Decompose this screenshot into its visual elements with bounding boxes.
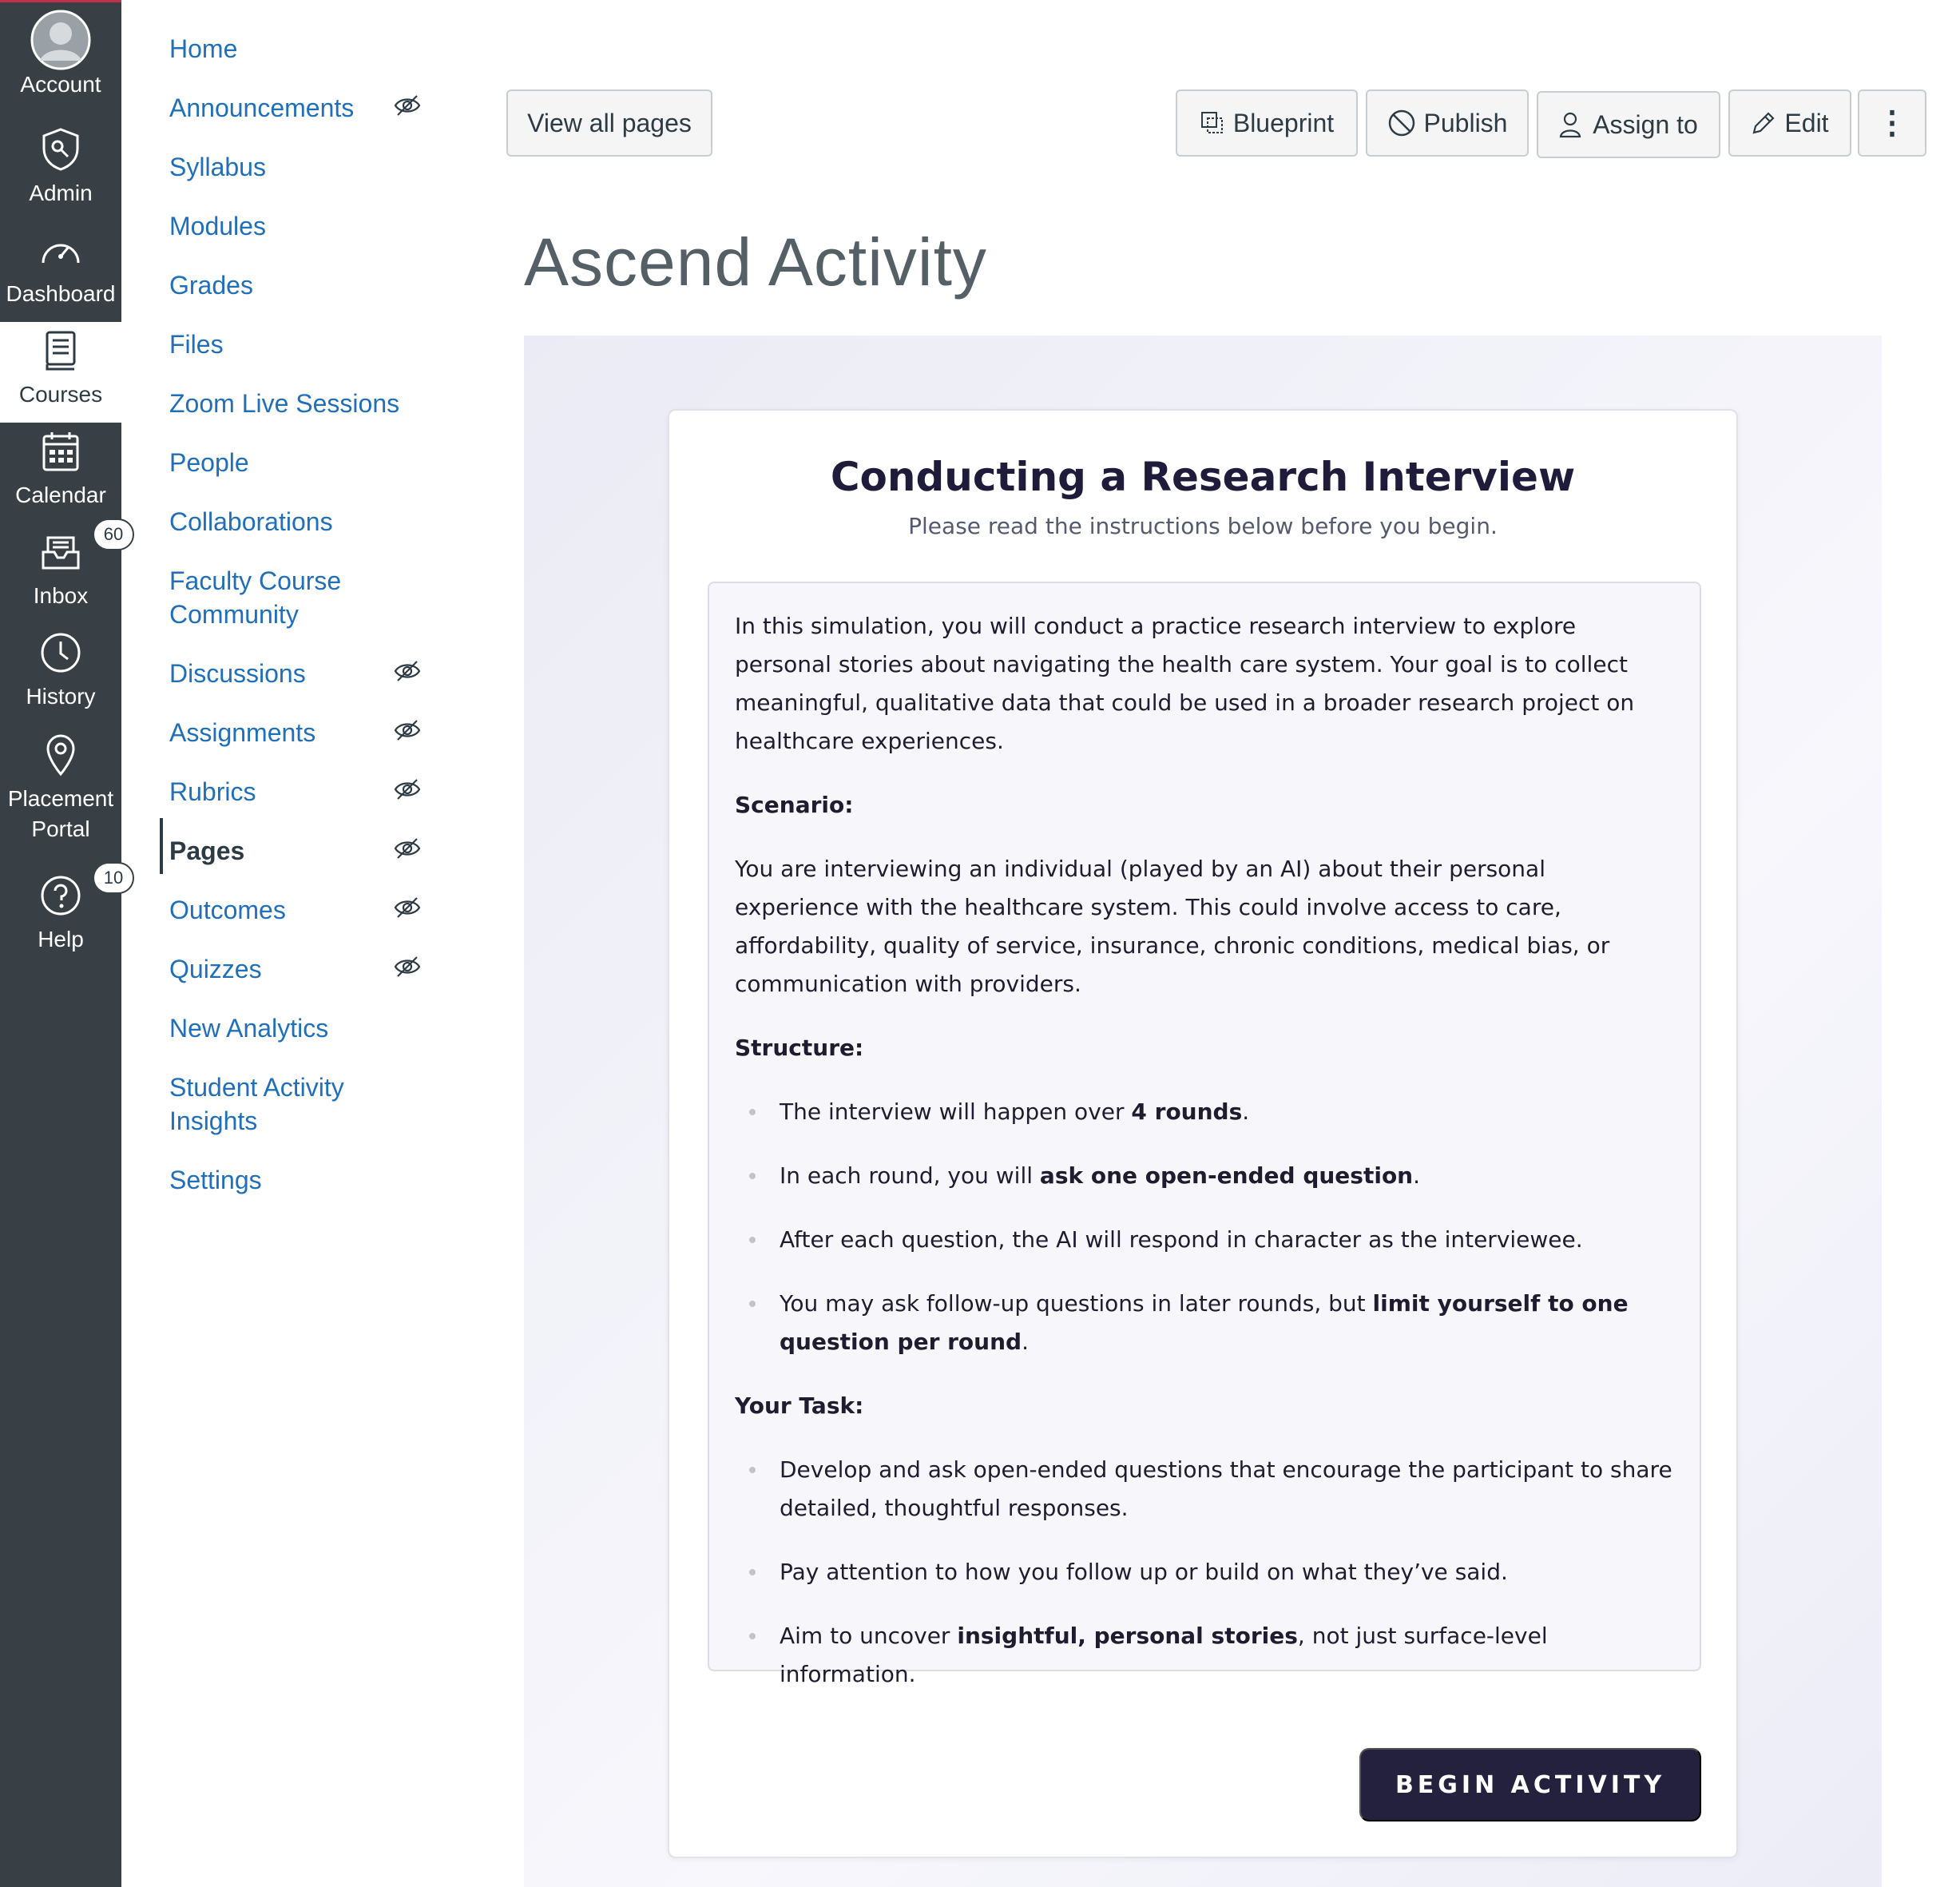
global-nav-label: Calendar — [15, 483, 106, 507]
global-nav-label: Account — [20, 72, 101, 97]
global-nav-label: Dashboard — [6, 281, 116, 306]
blueprint-label: Blueprint — [1232, 108, 1335, 137]
global-nav-help[interactable] — [0, 867, 124, 967]
course-nav-rubrics[interactable]: Rubrics — [169, 777, 256, 806]
global-nav-label: Courses — [18, 382, 103, 407]
list-item: Aim to uncover insightful, personal stories, not just surface-level information. — [735, 1617, 1674, 1694]
structure-heading: Structure: — [735, 1035, 864, 1061]
publish-button[interactable] — [1366, 89, 1529, 157]
calendar-icon — [41, 423, 81, 480]
task-list — [735, 1451, 1674, 1694]
structure-list — [735, 1093, 1674, 1361]
more-options-button[interactable] — [1858, 89, 1926, 157]
global-nav-label: Help — [38, 927, 84, 951]
view-all-pages-button[interactable] — [506, 89, 712, 157]
hidden-eye-icon — [393, 775, 422, 804]
list-item: After each question, the AI will respond in character as the interviewee. — [735, 1221, 1674, 1259]
task-heading: Your Task: — [735, 1392, 864, 1419]
hidden-eye-icon — [393, 952, 422, 981]
global-nav-label: Inbox — [33, 583, 89, 608]
edit-label: Edit — [1784, 108, 1829, 137]
map-pin-icon — [45, 726, 77, 784]
view-all-pages-label: View all pages — [527, 108, 692, 137]
course-nav-people[interactable]: People — [169, 448, 249, 477]
course-nav-announcements[interactable]: Announcements — [169, 93, 355, 122]
history-clock-icon — [40, 624, 81, 681]
global-nav-label: Placement Portal — [7, 786, 114, 841]
course-nav-settings[interactable]: Settings — [169, 1166, 262, 1194]
global-nav-courses[interactable] — [0, 322, 121, 423]
course-nav-student-activity-insights[interactable]: Student Activity Insights — [169, 1073, 344, 1135]
instructions-panel — [708, 582, 1701, 1687]
activity-subtitle: Please read the instructions below before you begin. — [908, 513, 1498, 539]
unpublished-icon — [1387, 109, 1416, 137]
publish-label: Publish — [1423, 108, 1508, 137]
list-item: You may ask follow-up questions in later rounds, but limit yourself to one question per round. — [735, 1285, 1674, 1361]
edit-button[interactable] — [1728, 89, 1851, 157]
global-nav-account[interactable] — [0, 2, 121, 103]
help-icon — [40, 867, 124, 924]
active-indicator — [160, 818, 163, 874]
scenario-paragraph: You are interviewing an individual (played by an AI) about their personal experience with the healthcare system. This could involve access to care, affordability, quality of service, insurance, chronic conditions, medical bias, or communication with providers. — [735, 856, 1610, 997]
course-nav-collaborations[interactable]: Collaborations — [169, 507, 333, 536]
course-navigation — [121, 0, 457, 1887]
course-nav-new-analytics[interactable]: New Analytics — [169, 1014, 329, 1043]
activity-card — [668, 409, 1738, 1858]
course-nav-assignments[interactable]: Assignments — [169, 718, 316, 747]
help-notification-badge: 10 — [93, 862, 134, 894]
inbox-icon — [40, 523, 124, 581]
page-title: Ascend Activity — [524, 224, 987, 300]
course-nav-outcomes[interactable]: Outcomes — [169, 896, 286, 924]
hidden-eye-icon — [393, 893, 422, 922]
global-nav-calendar[interactable] — [0, 423, 121, 523]
course-nav-zoom-live-sessions[interactable]: Zoom Live Sessions — [169, 389, 400, 418]
global-nav-admin[interactable] — [0, 121, 121, 221]
course-nav-modules[interactable]: Modules — [169, 212, 266, 240]
blueprint-icon — [1200, 110, 1225, 136]
global-nav-label: History — [26, 684, 96, 709]
course-nav-faculty-course-community[interactable]: Faculty Course Community — [169, 566, 342, 629]
course-nav-pages[interactable]: Pages — [169, 836, 245, 865]
global-nav-placement-portal[interactable] — [0, 726, 121, 854]
global-nav-inbox[interactable] — [0, 523, 124, 624]
global-nav-history[interactable] — [0, 624, 121, 725]
course-nav-files[interactable]: Files — [169, 330, 224, 359]
begin-activity-button[interactable]: BEGIN ACTIVITY — [1359, 1748, 1701, 1821]
list-item: The interview will happen over 4 rounds. — [735, 1093, 1674, 1131]
assign-to-button[interactable] — [1537, 91, 1720, 158]
global-navigation — [0, 0, 124, 1887]
activity-title: Conducting a Research Interview — [830, 454, 1576, 500]
scenario-heading: Scenario: — [735, 792, 854, 818]
account-icon — [30, 2, 91, 70]
inbox-unread-badge: 60 — [93, 518, 134, 550]
hidden-eye-icon — [393, 91, 422, 120]
course-nav-discussions[interactable]: Discussions — [169, 659, 306, 688]
hidden-eye-icon — [393, 716, 422, 745]
list-item: Develop and ask open-ended questions that encourage the participant to share detailed, thoughtful responses. — [735, 1451, 1674, 1527]
assign-to-label: Assign to — [1593, 109, 1698, 139]
assign-user-icon — [1559, 111, 1585, 138]
hidden-eye-icon — [393, 657, 422, 685]
kebab-menu-icon: ⋮ — [1876, 105, 1908, 141]
blueprint-button[interactable] — [1176, 89, 1358, 157]
list-item: In each round, you will ask one open-ended question. — [735, 1157, 1674, 1195]
global-nav-label: Admin — [29, 181, 93, 205]
courses-book-icon — [43, 322, 78, 379]
admin-shield-icon — [40, 121, 81, 178]
pencil-icon — [1751, 110, 1776, 136]
intro-paragraph: In this simulation, you will conduct a practice research interview to explore personal stories about navigating the health care system. Your goal is to collect meaningful, qualitative data that could be used in a broader research project on healthcare experiences. — [735, 613, 1635, 754]
hidden-eye-icon — [393, 834, 422, 863]
global-nav-dashboard[interactable] — [0, 221, 121, 322]
list-item: Pay attention to how you follow up or build on what they’ve said. — [735, 1553, 1674, 1591]
course-nav-quizzes[interactable]: Quizzes — [169, 955, 262, 983]
course-nav-home[interactable]: Home — [169, 34, 238, 63]
course-nav-grades[interactable]: Grades — [169, 271, 253, 300]
dashboard-gauge-icon — [38, 221, 83, 279]
course-nav-syllabus[interactable]: Syllabus — [169, 153, 266, 181]
